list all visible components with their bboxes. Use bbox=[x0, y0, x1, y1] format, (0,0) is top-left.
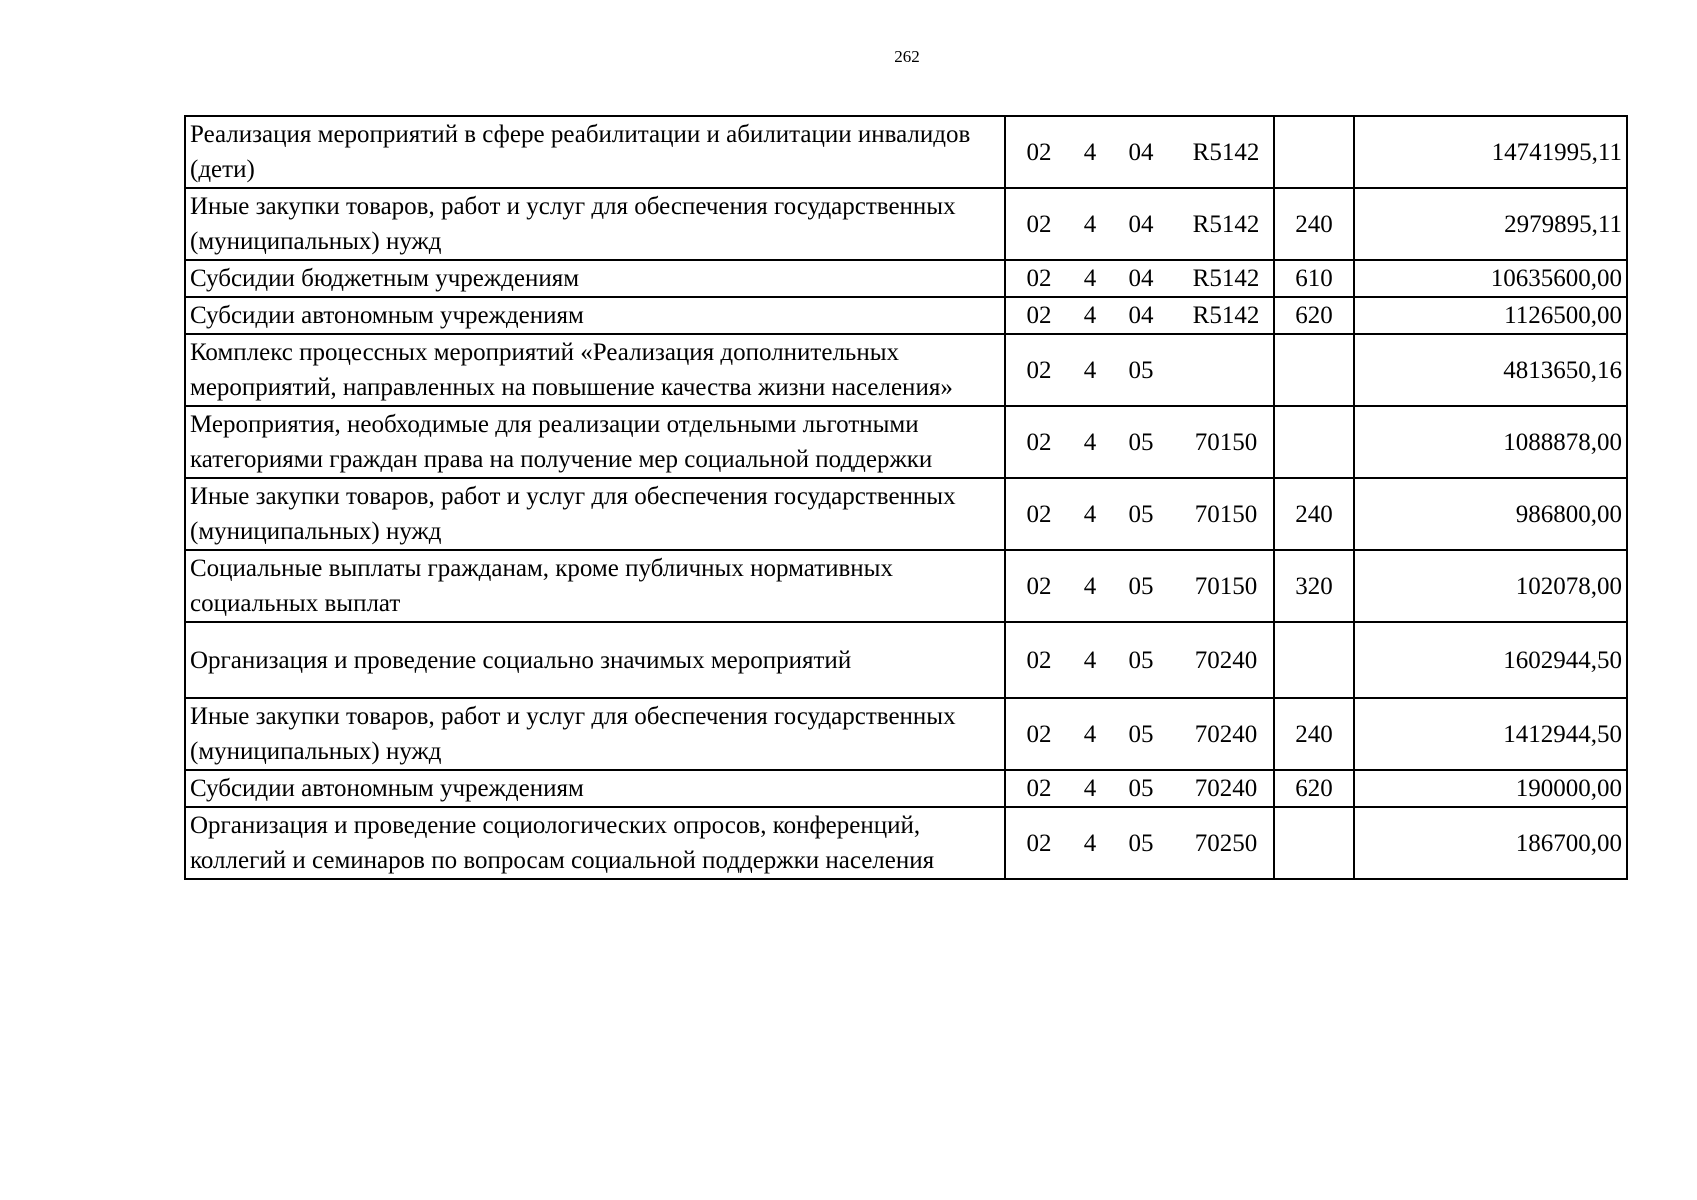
subprogram-code: 4 bbox=[1083, 829, 1097, 857]
amount: 102078,00 bbox=[1354, 550, 1627, 622]
expense-type-code: 620 bbox=[1274, 770, 1354, 807]
target-article-code bbox=[1005, 698, 1274, 770]
target-article-code bbox=[1005, 297, 1274, 334]
measure-code: 04 bbox=[1128, 210, 1154, 238]
table-row bbox=[185, 550, 1627, 622]
direction-code: R5142 bbox=[1192, 138, 1260, 166]
target-article-code bbox=[1005, 116, 1274, 188]
amount: 1602944,50 bbox=[1354, 622, 1627, 698]
amount: 986800,00 bbox=[1354, 478, 1627, 550]
direction-code: 70240 bbox=[1194, 720, 1258, 748]
subprogram-code: 4 bbox=[1083, 500, 1097, 528]
row-name: Мероприятия, необходимые для реализации отдельными льготными категориями граждан права на получение мер социальной поддержки bbox=[185, 406, 1005, 478]
amount: 2979895,11 bbox=[1354, 188, 1627, 260]
amount: 1126500,00 bbox=[1354, 297, 1627, 334]
expense-type-code bbox=[1274, 116, 1354, 188]
subprogram-code: 4 bbox=[1083, 210, 1097, 238]
target-article-code bbox=[1005, 188, 1274, 260]
expense-type-code: 320 bbox=[1274, 550, 1354, 622]
row-name: Организация и проведение социально значимых мероприятий bbox=[185, 622, 1005, 698]
subprogram-code: 4 bbox=[1083, 138, 1097, 166]
page-number: 262 bbox=[894, 47, 920, 66]
amount: 14741995,11 bbox=[1354, 116, 1627, 188]
table-row bbox=[185, 334, 1627, 406]
subprogram-code: 4 bbox=[1083, 646, 1097, 674]
row-name: Субсидии автономным учреждениям bbox=[185, 297, 1005, 334]
program-code: 02 bbox=[1026, 302, 1052, 329]
row-name: Иные закупки товаров, работ и услуг для обеспечения государственных (муниципальных) нужд bbox=[185, 478, 1005, 550]
table-row bbox=[185, 297, 1627, 334]
direction-code: R5142 bbox=[1192, 265, 1260, 292]
table-row bbox=[185, 478, 1627, 550]
budget-table-body bbox=[185, 116, 1627, 879]
program-code: 02 bbox=[1026, 775, 1052, 802]
amount: 1412944,50 bbox=[1354, 698, 1627, 770]
program-code: 02 bbox=[1026, 829, 1052, 857]
direction-code: 70150 bbox=[1194, 500, 1258, 528]
program-code: 02 bbox=[1026, 646, 1052, 674]
subprogram-code: 4 bbox=[1083, 720, 1097, 748]
measure-code: 05 bbox=[1128, 775, 1154, 802]
direction-code: 70240 bbox=[1194, 775, 1258, 802]
amount: 1088878,00 bbox=[1354, 406, 1627, 478]
row-name: Организация и проведение социологических опросов, конференций, коллегий и семинаров по вопросам социальной поддержки населения bbox=[185, 807, 1005, 879]
expense-type-code bbox=[1274, 406, 1354, 478]
target-article-code bbox=[1005, 622, 1274, 698]
table-row bbox=[185, 188, 1627, 260]
target-article-code bbox=[1005, 260, 1274, 297]
target-article-code bbox=[1005, 770, 1274, 807]
table-row bbox=[185, 406, 1627, 478]
row-name: Реализация мероприятий в сфере реабилитации и абилитации инвалидов (дети) bbox=[185, 116, 1005, 188]
expense-type-code: 610 bbox=[1274, 260, 1354, 297]
measure-code: 05 bbox=[1128, 428, 1154, 456]
measure-code: 05 bbox=[1128, 356, 1154, 384]
row-name: Социальные выплаты гражданам, кроме публичных нормативных социальных выплат bbox=[185, 550, 1005, 622]
program-code: 02 bbox=[1026, 138, 1052, 166]
expense-type-code bbox=[1274, 807, 1354, 879]
measure-code: 05 bbox=[1128, 500, 1154, 528]
program-code: 02 bbox=[1026, 500, 1052, 528]
expense-type-code: 240 bbox=[1274, 188, 1354, 260]
amount: 10635600,00 bbox=[1354, 260, 1627, 297]
table-row bbox=[185, 807, 1627, 879]
program-code: 02 bbox=[1026, 210, 1052, 238]
direction-code: R5142 bbox=[1192, 210, 1260, 238]
subprogram-code: 4 bbox=[1083, 265, 1097, 292]
target-article-code bbox=[1005, 334, 1274, 406]
target-article-code bbox=[1005, 478, 1274, 550]
direction-code: R5142 bbox=[1192, 302, 1260, 329]
program-code: 02 bbox=[1026, 356, 1052, 384]
expense-type-code bbox=[1274, 334, 1354, 406]
direction-code: 70150 bbox=[1194, 572, 1258, 600]
row-name: Иные закупки товаров, работ и услуг для обеспечения государственных (муниципальных) нужд bbox=[185, 188, 1005, 260]
program-code: 02 bbox=[1026, 720, 1052, 748]
target-article-code bbox=[1005, 406, 1274, 478]
table-row bbox=[185, 698, 1627, 770]
direction-code: 70250 bbox=[1194, 829, 1258, 857]
row-name: Комплекс процессных мероприятий «Реализация дополнительных мероприятий, направленных на повышение качества жизни населения» bbox=[185, 334, 1005, 406]
measure-code: 05 bbox=[1128, 720, 1154, 748]
row-name: Иные закупки товаров, работ и услуг для обеспечения государственных (муниципальных) нужд bbox=[185, 698, 1005, 770]
measure-code: 05 bbox=[1128, 646, 1154, 674]
direction-code: 70240 bbox=[1194, 646, 1258, 674]
amount: 186700,00 bbox=[1354, 807, 1627, 879]
measure-code: 04 bbox=[1128, 138, 1154, 166]
expense-type-code: 620 bbox=[1274, 297, 1354, 334]
expense-type-code: 240 bbox=[1274, 478, 1354, 550]
subprogram-code: 4 bbox=[1083, 428, 1097, 456]
program-code: 02 bbox=[1026, 572, 1052, 600]
subprogram-code: 4 bbox=[1083, 572, 1097, 600]
table-row bbox=[185, 116, 1627, 188]
row-name: Субсидии бюджетным учреждениям bbox=[185, 260, 1005, 297]
budget-table bbox=[184, 115, 1628, 880]
program-code: 02 bbox=[1026, 265, 1052, 292]
measure-code: 05 bbox=[1128, 572, 1154, 600]
row-name: Субсидии автономным учреждениям bbox=[185, 770, 1005, 807]
subprogram-code: 4 bbox=[1083, 775, 1097, 802]
table-row bbox=[185, 260, 1627, 297]
target-article-code bbox=[1005, 550, 1274, 622]
amount: 4813650,16 bbox=[1354, 334, 1627, 406]
measure-code: 04 bbox=[1128, 265, 1154, 292]
program-code: 02 bbox=[1026, 428, 1052, 456]
direction-code: 70150 bbox=[1194, 428, 1258, 456]
measure-code: 05 bbox=[1128, 829, 1154, 857]
amount: 190000,00 bbox=[1354, 770, 1627, 807]
expense-type-code: 240 bbox=[1274, 698, 1354, 770]
target-article-code bbox=[1005, 807, 1274, 879]
table-row bbox=[185, 770, 1627, 807]
expense-type-code bbox=[1274, 622, 1354, 698]
measure-code: 04 bbox=[1128, 302, 1154, 329]
subprogram-code: 4 bbox=[1083, 356, 1097, 384]
table-row bbox=[185, 622, 1627, 698]
subprogram-code: 4 bbox=[1083, 302, 1097, 329]
